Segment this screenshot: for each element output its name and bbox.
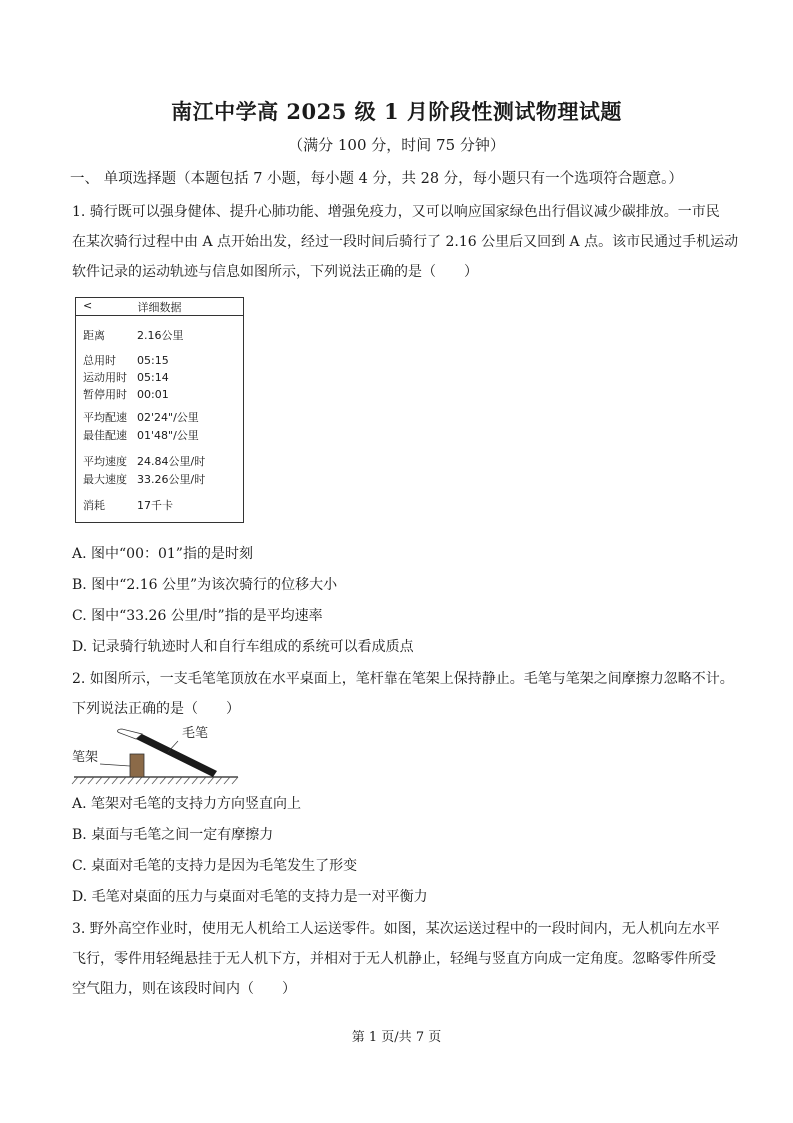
q3-stem-line-2: 飞行，零件用轻绳悬挂于无人机下方，并相对于无人机静止，轻绳与竖直方向成一定角度。忽略零件所受 — [72, 951, 716, 967]
panel-row: 运动用时 05:14 — [83, 371, 169, 384]
pen-stand-block — [130, 754, 144, 777]
panel-header — [76, 298, 243, 316]
page-title: 南江中学高 2025 级 1 月阶段性测试物理试题 — [171, 99, 622, 124]
q1-stem-line-1: 1. 骑行既可以强身健体、提升心肺功能、增强免疫力，又可以响应国家绿色出行倡议减少碳排放。一市民 — [72, 204, 720, 220]
page-footer: 第 1 页/共 7 页 — [351, 1030, 442, 1045]
q1-option-c: C. 图中“33.26 公里/时”指的是平均速率 — [72, 608, 323, 624]
pen-stand-label: 笔架 — [72, 750, 99, 765]
q2-option-c: C. 桌面对毛笔的支持力是因为毛笔发生了形变 — [72, 858, 358, 874]
panel-row: 最大速度 33.26公里/时 — [83, 473, 206, 486]
page-subtitle: （满分 100 分，时间 75 分钟） — [288, 136, 505, 154]
q1-stem-line-3: 软件记录的运动轨迹与信息如图所示，下列说法正确的是（ ） — [72, 264, 478, 280]
q2-option-a: A. 笔架对毛笔的支持力方向竖直向上 — [72, 796, 302, 812]
q3-stem-line-3: 空气阻力，则在该段时间内（ ） — [72, 981, 296, 997]
panel-row: 总用时 05:15 — [83, 354, 169, 367]
section-heading: 一、 单项选择题（本题包括 7 小题，每小题 4 分，共 28 分，每小题只有一个选项符合题意。） — [70, 171, 683, 187]
panel-row: 平均速度 24.84公里/时 — [83, 455, 206, 468]
q1-option-d: D. 记录骑行轨迹时人和自行车组成的系统可以看成质点 — [72, 639, 414, 655]
sports-app-panel — [75, 297, 244, 523]
q2-option-b: B. 桌面与毛笔之间一定有摩擦力 — [72, 827, 274, 843]
back-arrow-icon: < — [83, 299, 93, 312]
panel-row: 消耗 17千卡 — [83, 499, 173, 512]
panel-row: 平均配速 02'24"/公里 — [83, 411, 199, 424]
panel-row: 距离 2.16公里 — [83, 329, 184, 342]
panel-title: 详细数据 — [137, 301, 182, 314]
brush-stand-figure — [70, 724, 240, 794]
q2-stem-line-2: 下列说法正确的是（ ） — [72, 701, 240, 717]
q3-stem-line-1: 3. 野外高空作业时，使用无人机给工人运送零件。如图，某次运送过程中的一段时间内，无人机向左水平 — [72, 921, 720, 937]
panel-row: 暂停用时 00:01 — [83, 388, 169, 401]
brush-tip — [118, 729, 142, 739]
panel-row: 最佳配速 01'48"/公里 — [83, 429, 199, 442]
q2-option-d: D. 毛笔对桌面的压力与桌面对毛笔的支持力是一对平衡力 — [72, 889, 428, 905]
q2-stem-line-1: 2. 如图所示，一支毛笔笔顶放在水平桌面上，笔杆靠在笔架上保持静止。毛笔与笔架之间摩擦力忽略不计。 — [72, 671, 734, 687]
q1-option-b: B. 图中“2.16 公里”为该次骑行的位移大小 — [72, 577, 338, 593]
q1-option-a: A. 图中“00：01”指的是时刻 — [72, 546, 253, 562]
q1-stem-line-2: 在某次骑行过程中由 A 点开始出发，经过一段时间后骑行了 2.16 公里后又回到 A 点。该市民通过手机运动 — [72, 234, 739, 250]
brush-label: 毛笔 — [182, 726, 209, 741]
